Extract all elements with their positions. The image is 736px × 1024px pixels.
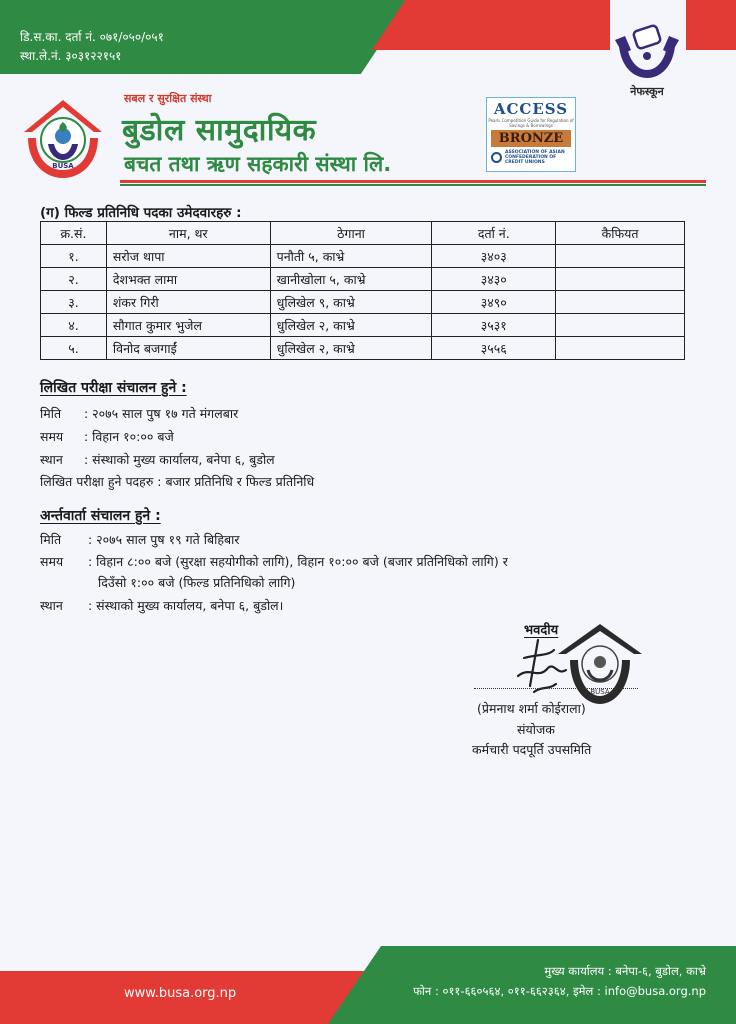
cell-remark <box>556 268 685 291</box>
interview-heading: अर्न्तवार्ता संचालन हुने : <box>40 508 161 524</box>
cell-sn: ५. <box>41 337 107 360</box>
date-value: : २०७५ साल पुष १७ गते मंगलबार <box>84 406 239 421</box>
org-name: बुडोल सामुदायिक <box>122 113 317 148</box>
cell-reg: ३४९० <box>432 291 556 314</box>
busa-logo-icon <box>18 92 108 184</box>
header-divider-green <box>120 184 706 186</box>
table-row <box>41 337 685 360</box>
place-label: स्थान <box>40 452 63 467</box>
access-bronze-badge <box>486 97 576 172</box>
time-label: समय <box>40 429 64 444</box>
table-row <box>41 314 685 337</box>
header-red-corner <box>686 0 736 50</box>
col-header-address: ठेगाना <box>270 222 432 245</box>
time-label: समय <box>40 554 64 569</box>
table-header-row <box>41 222 685 245</box>
cell-address: पनौती ५, काभ्रे <box>270 245 432 268</box>
cell-address: धुलिखेल २, काभ्रे <box>270 314 432 337</box>
nefscun-logo-icon <box>611 22 683 82</box>
col-header-remark: कैफियत <box>556 222 685 245</box>
cell-remark <box>556 314 685 337</box>
sincerely-label: भवदीय <box>524 623 559 638</box>
date-value: : २०७५ साल पुष १९ गते बिहिबार <box>88 532 240 547</box>
place-label: स्थान <box>40 598 63 613</box>
cell-name: विनोद बजगाईं <box>106 337 270 360</box>
cell-name: शंकर गिरी <box>106 291 270 314</box>
cell-name: देशभक्त लामा <box>106 268 270 291</box>
org-subname: बचत तथा ऋण सहकारी संस्था लि. <box>124 152 392 176</box>
signatory-name: (प्रेमनाथ शर्मा कोईराला) <box>477 701 586 716</box>
badge-footer-text: ASSOCIATION OF ASIAN CONFEDERATION OF CREDIT UNIONS <box>505 150 565 165</box>
footer-address: मुख्य कार्यालय : बनेपा-६, बुडोल, काभ्रे <box>544 964 706 978</box>
cell-address: धुलिखेल २, काभ्रे <box>270 337 432 360</box>
badge-tiny-text: Pearls Competition Guide for Regulation of Savings & Borrowings <box>488 118 574 128</box>
busa-logo-text: BUSA <box>52 162 74 170</box>
nefscun-label: नेफस्कून <box>630 85 664 98</box>
cell-remark <box>556 291 685 314</box>
registration-line-2: स्था.ले.नं. ३०३१२२१५१ <box>20 49 122 63</box>
signatory-role: संयोजक <box>517 722 555 737</box>
time-value: : विहान ८:०० बजे (सुरक्षा सहयोगीको लागि), विहान १०:०० बजे (बजार प्रतिनिधिको लागि) र <box>88 554 508 569</box>
written-exam-heading: लिखित परीक्षा संचालन हुने : <box>40 380 187 396</box>
written-exam-time <box>40 428 174 445</box>
candidates-table <box>40 221 685 360</box>
written-exam-posts: लिखित परीक्षा हुने पदहरु : बजार प्रतिनिधि र फिल्ड प्रतिनिधि <box>40 474 315 489</box>
header-red-band <box>372 0 610 50</box>
badge-bronze-text: BRONZE <box>491 130 571 147</box>
registration-line-1: डि.स.का. दर्ता नं. ०७१/०५०/०५१ <box>20 30 164 44</box>
cell-remark <box>556 245 685 268</box>
badge-access-text: ACCESS <box>493 100 569 118</box>
header-divider-red <box>120 180 706 183</box>
col-header-reg: दर्ता नं. <box>432 222 556 245</box>
cell-sn: ३. <box>41 291 107 314</box>
cell-reg: ३४०३ <box>432 245 556 268</box>
cell-reg: ३४३० <box>432 268 556 291</box>
signature-line <box>474 688 638 689</box>
cell-address: धुलिखेल ९, काभ्रे <box>270 291 432 314</box>
cell-name: सौगात कुमार भुजेल <box>106 314 270 337</box>
date-label: मिति <box>40 532 62 547</box>
interview-time <box>40 553 508 570</box>
place-value: : संस्थाको मुख्य कार्यालय, बनेपा ६, बुडोल। <box>88 598 284 613</box>
table-row <box>41 291 685 314</box>
cell-sn: २. <box>41 268 107 291</box>
cell-sn: ४. <box>41 314 107 337</box>
cell-name: सरोज थापा <box>106 245 270 268</box>
cell-sn: १. <box>41 245 107 268</box>
date-label: मिति <box>40 406 62 421</box>
registration-numbers <box>20 28 164 66</box>
place-value: : संस्थाको मुख्य कार्यालय, बनेपा ६, बुडोल <box>84 452 275 467</box>
time-value: : विहान १०:०० बजे <box>84 429 174 444</box>
badge-footer <box>491 150 571 165</box>
interview-place <box>40 597 283 614</box>
org-tagline: सबल र सुरक्षित संस्था <box>124 92 212 105</box>
cell-address: खानीखोला ५, काभ्रे <box>270 268 432 291</box>
interview-time-cont: दिउँसो १:०० बजे (फिल्ड प्रतिनिधिको लागि) <box>98 575 296 590</box>
stamp-text: BUSA <box>590 688 610 696</box>
cell-reg: ३५५६ <box>432 337 556 360</box>
interview-date <box>40 531 239 548</box>
table-row <box>41 245 685 268</box>
cell-remark <box>556 337 685 360</box>
footer-website: www.busa.org.np <box>124 986 237 1001</box>
accu-logo-icon <box>491 152 502 163</box>
signatory-committee: कर्मचारी पदपूर्ति उपसमिति <box>472 742 592 757</box>
cell-reg: ३५३१ <box>432 314 556 337</box>
written-exam-place <box>40 451 275 468</box>
col-header-name: नाम, थर <box>106 222 270 245</box>
col-header-sn: क्र.सं. <box>41 222 107 245</box>
candidates-title: (ग) फिल्ड प्रतिनिधि पदका उमेदवारहरु : <box>40 205 242 221</box>
table-row <box>41 268 685 291</box>
written-exam-date <box>40 405 238 422</box>
footer-contact: फोन : ०११-६६०५६४, ०११-६६२३६४, इमेल : info@busa.org.np <box>413 984 706 998</box>
